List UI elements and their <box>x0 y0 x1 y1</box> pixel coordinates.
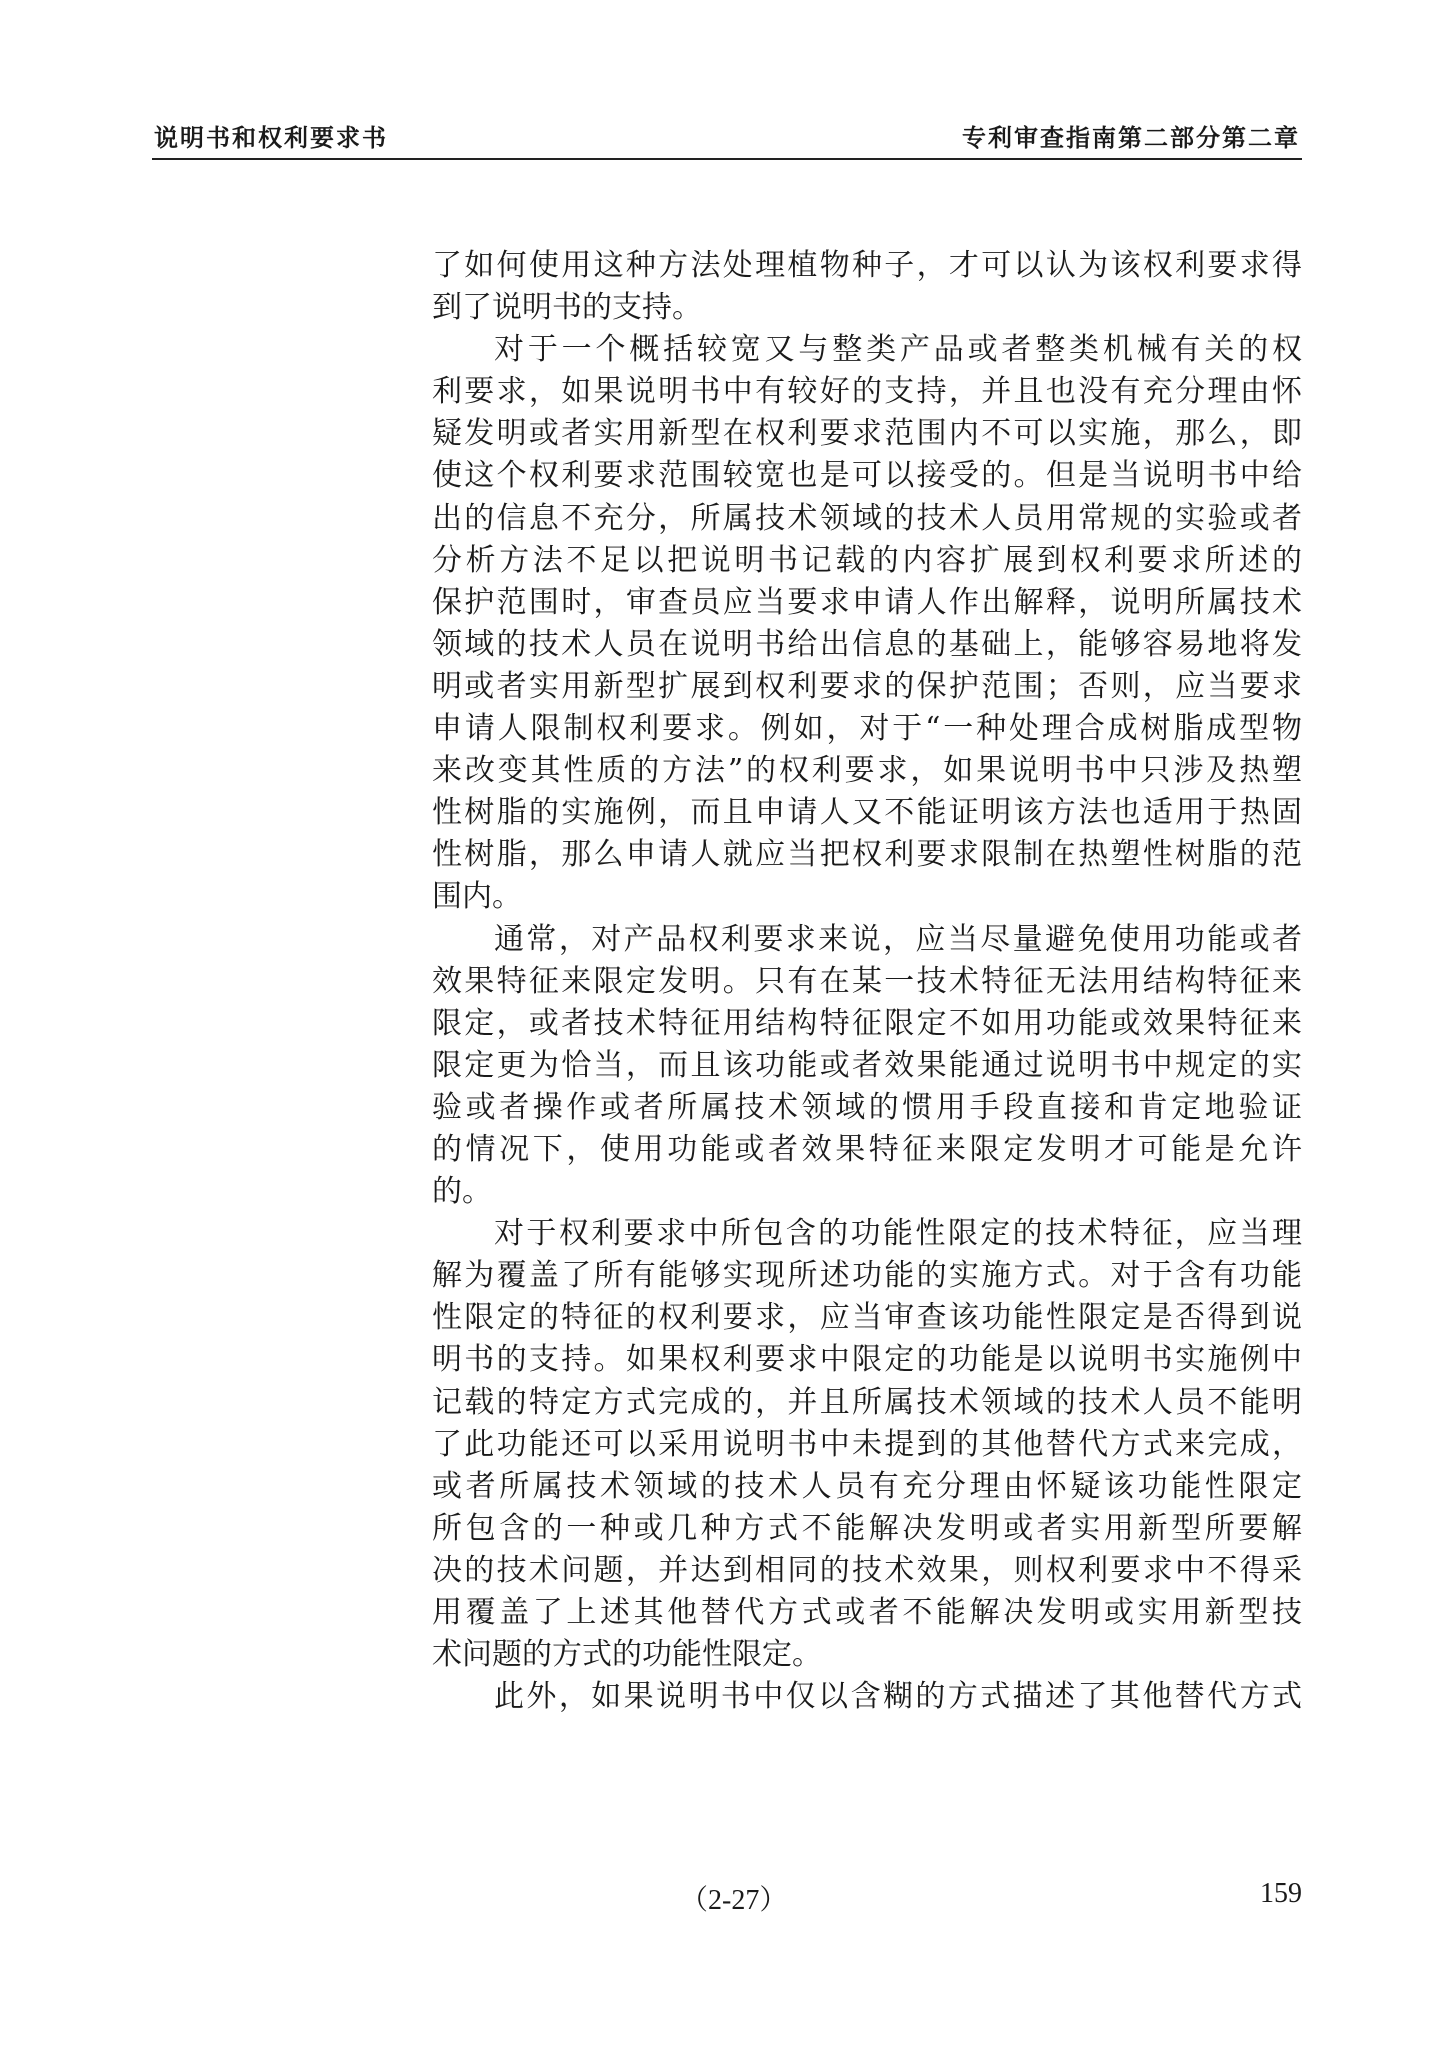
text-line: 的。 <box>432 1174 492 1210</box>
text-line: 申请人限制权利要求。例如，对于“一种处理合成树脂成型物 <box>432 711 1302 747</box>
text-line: 保护范围时，审查员应当要求申请人作出解释，说明所属技术 <box>432 584 1302 620</box>
text-line: 用覆盖了上述其他替代方式或者不能解决发明或实用新型技 <box>432 1595 1302 1630</box>
text-line: 限定，或者技术特征用结构特征限定不如用功能或效果特征来 <box>432 1005 1302 1041</box>
page-header <box>152 112 1302 160</box>
text-line: 领域的技术人员在说明书给出信息的基础上，能够容易地将发 <box>432 626 1302 662</box>
text-line: 此外，如果说明书中仅以含糊的方式描述了其他替代方式 <box>494 1679 1302 1715</box>
text-line: 疑发明或者实用新型在权利要求范围内不可以实施，那么，即 <box>432 416 1302 452</box>
text-line: 限定更为恰当，而且该功能或者效果能通过说明书中规定的实 <box>432 1047 1302 1083</box>
header-right-title: 专利审查指南第二部分第二章 <box>962 123 1300 152</box>
text-line: 对于权利要求中所包含的功能性限定的技术特征，应当理 <box>494 1216 1302 1252</box>
text-line: 明或者实用新型扩展到权利要求的保护范围；否则，应当要求 <box>432 668 1302 704</box>
text-line: 了此功能还可以采用说明书中未提到的其他替代方式来完成， <box>432 1426 1302 1462</box>
text-line: 决的技术问题，并达到相同的技术效果，则权利要求中不得采 <box>432 1552 1302 1588</box>
text-line: 明书的支持。如果权利要求中限定的功能是以说明书实施例中 <box>432 1342 1302 1378</box>
text-line: 术问题的方式的功能性限定。 <box>432 1637 822 1673</box>
text-line: 或者所属技术领域的技术人员有充分理由怀疑该功能性限定 <box>432 1468 1302 1504</box>
text-line: 分析方法不足以把说明书记载的内容扩展到权利要求所述的 <box>432 542 1302 578</box>
text-line: 围内。 <box>432 879 522 915</box>
section-number: （2-27） <box>680 1885 788 1916</box>
text-line: 效果特征来限定发明。只有在某一技术特征无法用结构特征来 <box>432 963 1302 999</box>
body-text <box>432 245 1302 1718</box>
text-line: 性树脂的实施例，而且申请人又不能证明该方法也适用于热固 <box>432 795 1302 831</box>
text-line: 使这个权利要求范围较宽也是可以接受的。但是当说明书中给 <box>432 458 1302 494</box>
text-line: 到了说明书的支持。 <box>432 290 702 326</box>
text-line: 的情况下，使用功能或者效果特征来限定发明才可能是允许 <box>432 1131 1302 1167</box>
header-left-title: 说明书和权利要求书 <box>154 123 388 152</box>
text-line: 性限定的特征的权利要求，应当审查该功能性限定是否得到说 <box>432 1300 1302 1336</box>
text-line: 利要求，如果说明书中有较好的支持，并且也没有充分理由怀 <box>432 374 1302 410</box>
text-line: 解为覆盖了所有能够实现所述功能的实施方式。对于含有功能 <box>432 1258 1302 1294</box>
text-line: 了如何使用这种方法处理植物种子，才可以认为该权利要求得 <box>432 248 1302 283</box>
text-line: 性树脂，那么申请人就应当把权利要求限制在热塑性树脂的范 <box>432 837 1302 873</box>
text-line: 所包含的一种或几种方式不能解决发明或者实用新型所要解 <box>432 1510 1302 1546</box>
text-line: 对于一个概括较宽又与整类产品或者整类机械有关的权 <box>494 332 1302 368</box>
text-line: 通常，对产品权利要求来说，应当尽量避免使用功能或者 <box>494 921 1302 957</box>
text-line: 来改变其性质的方法”的权利要求，如果说明书中只涉及热塑 <box>432 753 1302 789</box>
text-line: 记载的特定方式完成的，并且所属技术领域的技术人员不能明 <box>432 1384 1302 1420</box>
text-line: 验或者操作或者所属技术领域的惯用手段直接和肯定地验证 <box>432 1089 1302 1125</box>
page-number: 159 <box>1260 1878 1302 1909</box>
text-line: 出的信息不充分，所属技术领域的技术人员用常规的实验或者 <box>432 500 1302 536</box>
